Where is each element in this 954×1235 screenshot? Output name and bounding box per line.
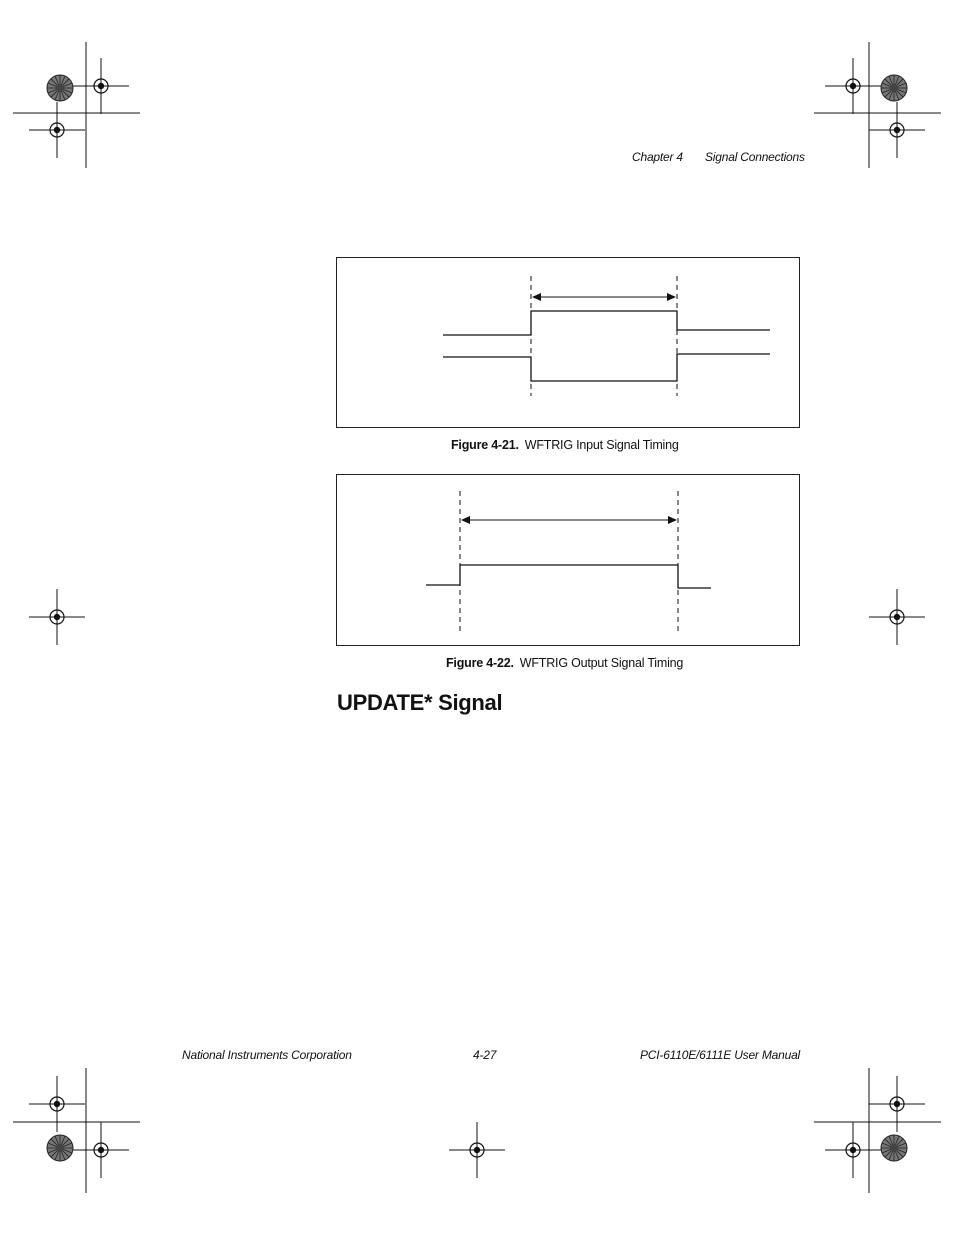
figure-4-22-title: WFTRIG Output Signal Timing	[519, 656, 684, 670]
crosshair-circle-icon	[825, 1122, 881, 1178]
section-heading: UPDATE* Signal	[337, 690, 503, 715]
starburst-target-icon	[47, 75, 73, 101]
signal-trace-lower	[443, 354, 770, 381]
crosshair-circle-icon	[449, 1122, 505, 1178]
crosshair-circle-icon	[29, 102, 85, 158]
crosshair-circle-icon	[73, 1122, 129, 1178]
figure-4-21-diagram	[336, 257, 800, 428]
footer-manual-title: PCI-6110E/6111E User Manual	[640, 1048, 801, 1062]
footer-page-number: 4-27	[473, 1048, 497, 1062]
footer-company: National Instruments Corporation	[182, 1048, 352, 1062]
figure-4-21-number: Figure 4-21.	[451, 438, 519, 452]
starburst-target-icon	[881, 1135, 907, 1161]
header-chapter: Chapter 4	[632, 150, 683, 164]
figure-4-22-caption	[446, 656, 683, 670]
signal-trace-output	[426, 565, 711, 588]
signal-trace-upper	[443, 311, 770, 335]
crosshair-circle-icon	[869, 589, 925, 645]
crosshair-circle-icon	[73, 58, 129, 114]
figure-4-22-diagram	[336, 474, 800, 646]
crosshair-circle-icon	[869, 1076, 925, 1132]
crosshair-circle-icon	[825, 58, 881, 114]
figure-4-21-title: WFTRIG Input Signal Timing	[524, 438, 679, 452]
crosshair-circle-icon	[869, 102, 925, 158]
crosshair-circle-icon	[29, 589, 85, 645]
figure-4-21-caption	[451, 438, 679, 452]
crosshair-circle-icon	[29, 1076, 85, 1132]
figure-4-22-number: Figure 4-22.	[446, 656, 514, 670]
header-section: Signal Connections	[705, 150, 805, 164]
wftrig-output-timing-svg	[337, 475, 801, 647]
wftrig-input-timing-svg	[337, 258, 801, 429]
starburst-target-icon	[881, 75, 907, 101]
starburst-target-icon	[47, 1135, 73, 1161]
